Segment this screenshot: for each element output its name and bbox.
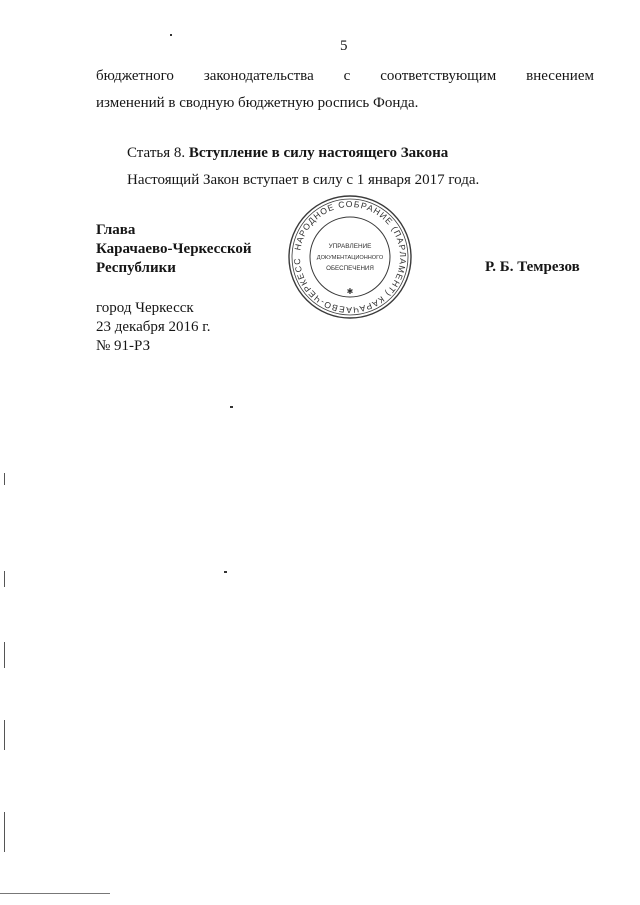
signatory-role-line: Карачаево-Черкесской (96, 241, 252, 257)
issue-number: № 91-РЗ (96, 338, 151, 354)
signatory-title (96, 221, 252, 278)
issue-city: город Черкесск (96, 300, 194, 316)
scan-artifact (4, 473, 5, 485)
scan-artifact (224, 571, 227, 573)
signatory-role-line: Глава (96, 222, 136, 238)
word: законодательства (203, 68, 314, 84)
signatory-name: Р. Б. Темрезов (485, 259, 580, 275)
word: соответствующим (380, 68, 497, 84)
paragraph-line-1 (96, 68, 594, 85)
scan-artifact (4, 812, 5, 852)
seal-graphic (286, 193, 414, 321)
scan-artifact (4, 720, 5, 750)
word: внесением (526, 68, 594, 84)
scan-artifact (4, 571, 5, 587)
seal-inner-line: ДОКУМЕНТАЦИОННОГО (316, 255, 384, 261)
seal-inner-line: УПРАВЛЕНИЕ (328, 243, 372, 250)
scan-artifact (230, 406, 233, 408)
signatory-role-line: Республики (96, 260, 176, 276)
paragraph-line-2: изменений в сводную бюджетную роспись Фонда. (96, 95, 419, 111)
scan-artifact (4, 642, 5, 668)
word: бюджетного (96, 68, 174, 84)
seal-outer-text: НАРОДНОЕ СОБРАНИЕ (ПАРЛАМЕНТ) КАРАЧАЕВО-ЧЕРКЕСС (291, 198, 409, 316)
scan-artifact (0, 893, 110, 894)
word: с (343, 68, 351, 84)
issue-details (96, 299, 211, 356)
scan-artifact (170, 34, 172, 36)
article-title: Вступление в силу настоящего Закона (188, 145, 449, 161)
page-number: 5 (340, 38, 348, 54)
seal-star-icon: ✱ (346, 287, 354, 296)
seal-inner-line: ОБЕСПЕЧЕНИЯ (326, 265, 374, 272)
official-seal (286, 193, 414, 321)
article-number: Статья 8. (127, 145, 186, 161)
article-body: Настоящий Закон вступает в силу с 1 января 2017 года. (127, 172, 480, 188)
article-heading (127, 145, 448, 162)
issue-date: 23 декабря 2016 г. (96, 319, 211, 335)
